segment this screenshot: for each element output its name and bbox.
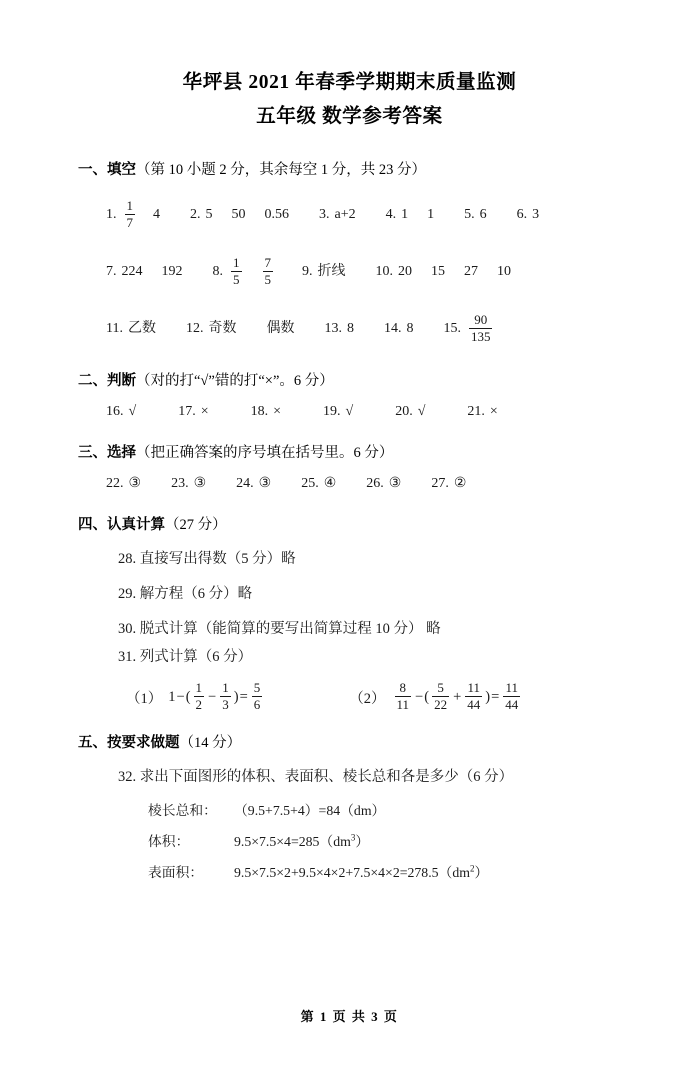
answer-item-9 <box>302 261 350 283</box>
section-title-judgement: 二、判断 <box>78 373 136 389</box>
item-value: 折线 <box>317 264 346 279</box>
answer-item-4 <box>386 204 439 226</box>
section-note-requirements: （14 分） <box>179 735 242 751</box>
item-number: 17. <box>178 404 196 419</box>
operator-plus: + <box>453 689 462 705</box>
item-value: 奇数 <box>208 321 237 336</box>
item-number: 3. <box>319 207 330 222</box>
fraction-denominator: 44 <box>505 697 519 712</box>
surface-expression-close: ） <box>474 865 489 880</box>
item-value: 乙数 <box>127 321 156 336</box>
item-number: 8. <box>212 264 223 279</box>
surface-expression-main: 9.5×7.5×2+9.5×4×2+7.5×4×2=278.5（dm <box>234 865 470 880</box>
item-number: 15. <box>443 321 461 336</box>
circled-number-icon: ② <box>453 476 467 491</box>
answer-item-11 <box>106 318 160 340</box>
choice-item-22 <box>106 473 145 495</box>
item-value: a+2 <box>334 207 356 222</box>
section-title-requirements: 五、按要求做题 <box>78 735 180 751</box>
circled-number-icon: ③ <box>193 476 207 491</box>
section-note-judgement: （对的打“√”错的打“×”。6 分） <box>136 373 334 389</box>
fraction-numerator: 1 <box>233 254 240 270</box>
surface-area-line <box>148 863 639 883</box>
fraction-ninety-over-onethirtyfive <box>469 313 493 344</box>
answer-item-15 <box>443 311 495 345</box>
fraction-denominator: 3 <box>222 697 229 712</box>
item-number: 1. <box>106 207 117 222</box>
fraction-numerator: 1 <box>195 680 203 695</box>
check-mark-icon: √ <box>128 404 137 419</box>
answer-item-12 <box>186 318 299 340</box>
fraction-numerator: 1 <box>222 680 229 695</box>
answer-item-1 <box>106 197 164 231</box>
volume-expression-close: ） <box>355 834 370 849</box>
item-number: 4. <box>385 207 397 222</box>
expression-label: （2） <box>349 691 386 707</box>
item-value: 3 <box>532 207 540 222</box>
section-note-calculation: （27 分） <box>165 517 227 533</box>
judgement-item-16 <box>106 401 140 423</box>
title-line-1: 华坪县 2021 年春季学期期末质量监测 <box>182 72 517 93</box>
section-heading-calculation <box>78 515 639 535</box>
question-31-expressions <box>126 682 639 713</box>
circled-number-icon: ③ <box>258 476 272 491</box>
item-number: 23. <box>171 476 189 491</box>
item-value: 192 <box>161 264 183 279</box>
item-value: 50 <box>231 207 246 222</box>
judgement-item-18 <box>251 401 285 423</box>
answer-item-5 <box>464 204 491 226</box>
fraction-seven-fifths <box>263 256 274 287</box>
item-number: 2. <box>190 207 201 222</box>
item-number: 24. <box>236 476 254 491</box>
fill-in-row-1 <box>106 193 639 237</box>
item-value: 6 <box>479 207 487 222</box>
surface-area-label: 表面积： <box>148 865 204 880</box>
fraction-denominator: 6 <box>253 697 261 712</box>
left-paren: ( <box>424 689 430 705</box>
item-value: 5 <box>205 207 213 222</box>
item-value: 4 <box>153 207 160 222</box>
answer-item-6 <box>517 204 544 226</box>
choice-item-24 <box>236 473 275 495</box>
volume-line <box>148 832 639 852</box>
item-number: 9. <box>302 264 313 279</box>
section-note-choice: （把正确答案的序号填在括号里。6 分） <box>136 445 394 461</box>
item-number: 14. <box>383 321 402 336</box>
fraction-denominator: 22 <box>434 697 448 712</box>
judgement-item-20 <box>395 401 429 423</box>
fraction-one-half <box>194 681 205 712</box>
item-value: 偶数 <box>266 321 295 336</box>
operand: 1 <box>168 689 176 705</box>
item-number: 10. <box>375 264 393 279</box>
question-32: 32. 求出下面图形的体积、表面积、棱长总和各是多少（6 分） <box>118 769 514 785</box>
fraction-denominator: 2 <box>195 697 203 712</box>
section-heading-fill-in <box>78 160 639 180</box>
question-31: 31. 列式计算（6 分） <box>118 649 253 665</box>
fraction-five-twentyseconds <box>432 681 449 712</box>
fraction-numerator: 1 <box>126 197 133 213</box>
item-number: 6. <box>516 207 528 222</box>
fraction-numerator: 5 <box>437 680 444 695</box>
question-30: 30. 脱式计算（能简算的要写出简算过程 10 分） 略 <box>118 621 441 637</box>
circled-number-icon: ④ <box>323 476 337 491</box>
section-heading-judgement <box>78 371 639 391</box>
surface-unit-exponent: 2 <box>469 863 475 874</box>
fraction-one-third <box>220 681 231 712</box>
item-number: 19. <box>323 404 341 419</box>
item-number: 25. <box>301 476 319 491</box>
right-paren: ) <box>233 689 239 705</box>
item-value: 224 <box>121 264 143 279</box>
page-footer: 第 1 页 共 3 页 <box>300 1009 399 1024</box>
choice-row <box>106 473 639 495</box>
section-title-choice: 三、选择 <box>78 445 136 461</box>
operator-minus: − <box>176 689 185 705</box>
item-value: 8 <box>346 321 354 336</box>
item-number: 20. <box>395 404 413 419</box>
fraction-eight-elevenths <box>395 681 412 712</box>
expression-1 <box>126 682 265 713</box>
item-number: 21. <box>467 404 485 419</box>
expression-label: （1） <box>126 691 163 707</box>
fraction-numerator: 11 <box>505 680 519 695</box>
volume-label: 体积： <box>148 834 190 849</box>
item-number: 27. <box>431 476 449 491</box>
cross-mark-icon: × <box>489 404 498 419</box>
judgement-row <box>106 401 639 423</box>
edge-sum-line <box>148 801 639 821</box>
answer-item-10 <box>376 261 516 283</box>
choice-item-25 <box>301 473 340 495</box>
volume-expression <box>234 832 369 852</box>
choice-item-26 <box>366 473 405 495</box>
judgement-item-19 <box>323 401 357 423</box>
fill-in-row-3 <box>106 307 639 351</box>
check-mark-icon: √ <box>345 404 354 419</box>
fraction-denominator: 5 <box>264 271 271 287</box>
left-paren: ( <box>185 689 191 705</box>
right-paren: ) <box>485 689 491 705</box>
fraction-denominator: 44 <box>467 697 481 712</box>
cross-mark-icon: × <box>200 404 209 419</box>
judgement-item-21 <box>467 401 501 423</box>
fraction-denominator: 7 <box>126 214 133 230</box>
operator-minus: − <box>415 689 424 705</box>
fraction-denominator: 5 <box>233 271 240 287</box>
item-value: 15 <box>431 264 445 279</box>
fraction-numerator: 5 <box>253 680 261 695</box>
item-value: 10 <box>497 264 511 279</box>
answer-item-14 <box>384 318 418 340</box>
answer-item-3 <box>319 204 360 226</box>
item-number: 22. <box>106 476 124 491</box>
fraction-five-sixths <box>252 681 263 712</box>
item-number: 5. <box>464 207 475 222</box>
section-note-fill-in: （第 10 小题 2 分，其余每空 1 分，共 23 分） <box>136 162 426 178</box>
circled-number-icon: ③ <box>388 476 402 491</box>
item-value: 27 <box>464 264 478 279</box>
fraction-numerator: 90 <box>474 311 488 327</box>
fraction-one-seventh <box>125 199 136 230</box>
choice-item-27 <box>431 473 470 495</box>
section-heading-choice <box>78 443 639 463</box>
section-title-fill-in: 一、填空 <box>78 162 136 178</box>
item-number: 26. <box>366 476 384 491</box>
fraction-numerator: 11 <box>467 680 481 695</box>
item-number: 16. <box>106 404 124 419</box>
item-number: 7. <box>106 264 117 279</box>
item-number: 11. <box>106 321 123 336</box>
operator-equals: = <box>491 689 500 705</box>
check-mark-icon: √ <box>417 404 426 419</box>
answer-sheet-page <box>0 66 699 1067</box>
expression-2 <box>349 682 523 713</box>
item-value: 8 <box>406 321 414 336</box>
answer-item-7 <box>106 261 187 283</box>
section-heading-requirements <box>78 733 639 753</box>
volume-unit-exponent: 3 <box>350 832 356 843</box>
item-number: 13. <box>324 321 342 336</box>
fraction-one-fifth <box>231 256 242 287</box>
circled-number-icon: ③ <box>128 476 142 491</box>
answer-item-13 <box>324 318 358 340</box>
section-title-calculation: 四、认真计算 <box>78 517 165 533</box>
document-body <box>0 160 699 883</box>
fill-in-row-2 <box>106 250 639 294</box>
fraction-eleven-fortyfourths <box>465 681 482 712</box>
edge-sum-expression: （9.5+7.5+4）=84（dm） <box>234 803 386 818</box>
title-line-2: 五年级 数学参考答案 <box>256 106 443 127</box>
item-number: 18. <box>250 404 269 419</box>
operator-minus: − <box>208 689 217 705</box>
fraction-numerator: 7 <box>264 254 271 270</box>
cross-mark-icon: × <box>273 404 281 419</box>
item-value: 0.56 <box>264 207 289 222</box>
item-number: 12. <box>185 321 204 336</box>
item-value: 20 <box>398 264 412 279</box>
operator-equals: = <box>239 689 248 705</box>
judgement-item-17 <box>178 401 212 423</box>
answer-item-2 <box>190 204 293 226</box>
choice-item-23 <box>171 473 210 495</box>
fraction-numerator: 8 <box>399 680 407 695</box>
fraction-denominator: 11 <box>396 697 410 712</box>
surface-area-expression <box>234 863 488 883</box>
edge-sum-label: 棱长总和： <box>148 803 217 818</box>
fraction-eleven-fortyfourths-result <box>503 681 520 712</box>
fraction-denominator: 135 <box>470 328 491 344</box>
document-title <box>0 66 699 134</box>
item-value: 1 <box>427 207 435 222</box>
answer-item-8 <box>212 254 277 288</box>
item-value: 1 <box>401 207 409 222</box>
volume-expression-main: 9.5×7.5×4=285（dm <box>234 834 351 849</box>
question-29: 29. 解方程（6 分）略 <box>118 586 253 602</box>
question-28: 28. 直接写出得数（5 分）略 <box>118 551 296 567</box>
